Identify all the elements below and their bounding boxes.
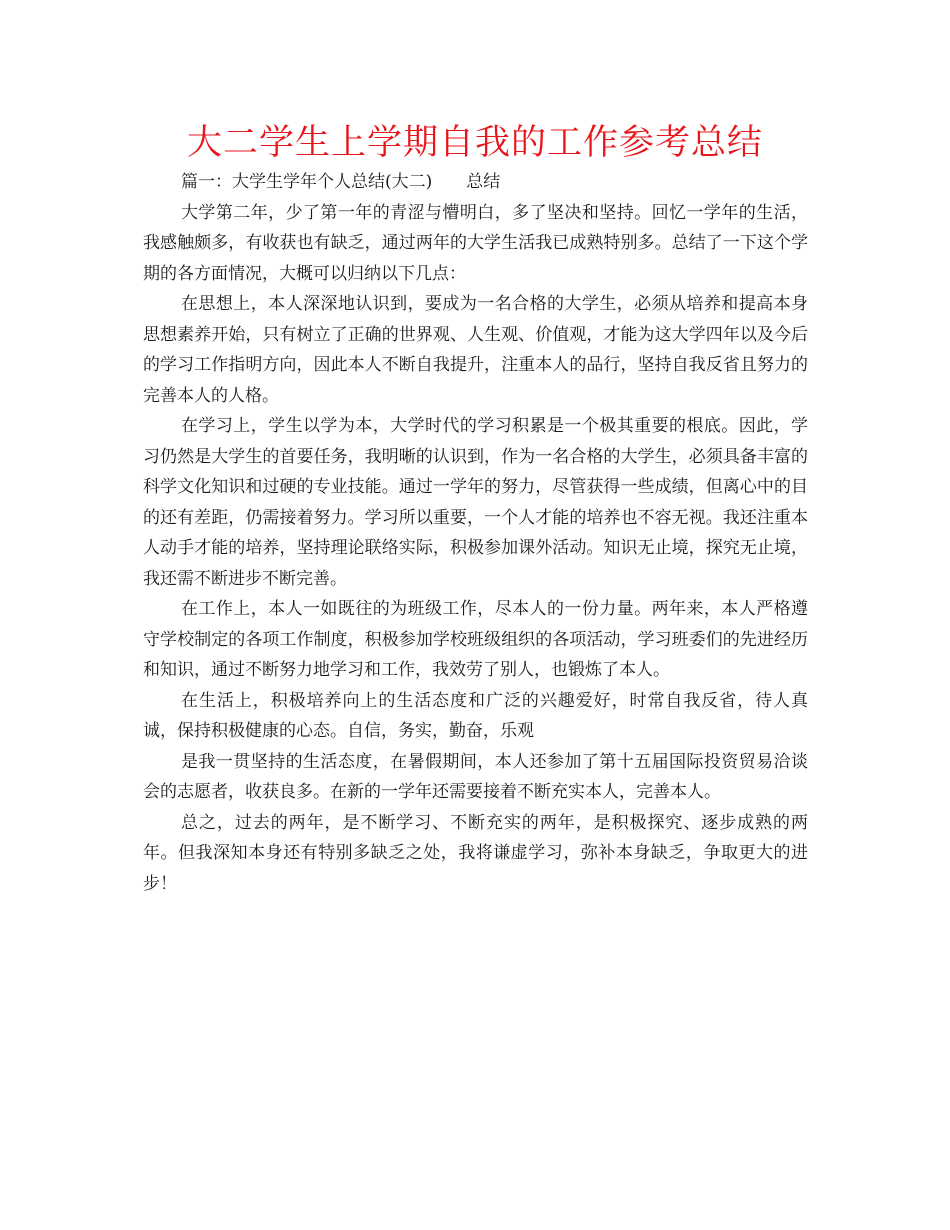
paragraph-life: 在生活上，积极培养向上的生活态度和广泛的兴趣爱好，时常自我反省，待人真诚，保持积极健康的心态。自信，务实，勤奋，乐观	[143, 690, 808, 741]
document-body	[143, 167, 808, 899]
paragraph-thought: 在思想上，本人深深地认识到，要成为一名合格的大学生，必须从培养和提高本身思想素养开始，只有树立了正确的世界观、人生观、价值观，才能为这大学四年以及今后的学习工作指明方向，因此本人不断自我提升，注重本人的品行，坚持自我反省且努力的完善本人的人格。	[143, 294, 808, 406]
paragraph-intro: 大学第二年，少了第一年的青涩与懵明白，多了坚决和坚持。回忆一学年的生活，我感触颇多，有收获也有缺乏，通过两年的大学生活我已成熟特别多。总结了一下这个学期的各方面情况，大概可以归纳以下几点：	[143, 202, 808, 284]
paragraph-study: 在学习上，学生以学为本，大学时代的学习积累是一个极其重要的根底。因此，学习仍然是大学生的首要任务，我明晰的认识到，作为一名合格的大学生，必须具备丰富的科学文化知识和过硬的专业技能。通过一学年的努力，尽管获得一些成绩，但离心中的目的还有差距，仍需接着努力。学习所以重要，一个人才能的培养也不容无视。我还注重本人动手才能的培养，坚持理论联络实际，积极参加课外活动。知识无止境，探究无止境，我还需不断进步不断完善。	[143, 416, 808, 589]
paragraph-work: 在工作上，本人一如既往的为班级工作，尽本人的一份力量。两年来，本人严格遵守学校制定的各项工作制度，积极参加学校班级组织的各项活动，学习班委们的先进经历和知识，通过不断努力地学习和工作，我效劳了别人，也锻炼了本人。	[143, 599, 808, 680]
document-title: 大二学生上学期自我的工作参考总结	[186, 123, 763, 163]
document-subtitle: 篇一：大学生学年个人总结(大二) 总结	[181, 172, 501, 192]
paragraph-life-continued: 是我一贯坚持的生活态度，在暑假期间，本人还参加了第十五届国际投资贸易洽谈会的志愿者，收获良多。在新的一学年还需要接着不断充实本人，完善本人。	[143, 751, 808, 802]
paragraph-conclusion: 总之，过去的两年，是不断学习、不断充实的两年，是积极探究、逐步成熟的两年。但我深知本身还有特别多缺乏之处，我将谦虚学习，弥补本身缺乏，争取更大的进步！	[143, 812, 808, 894]
